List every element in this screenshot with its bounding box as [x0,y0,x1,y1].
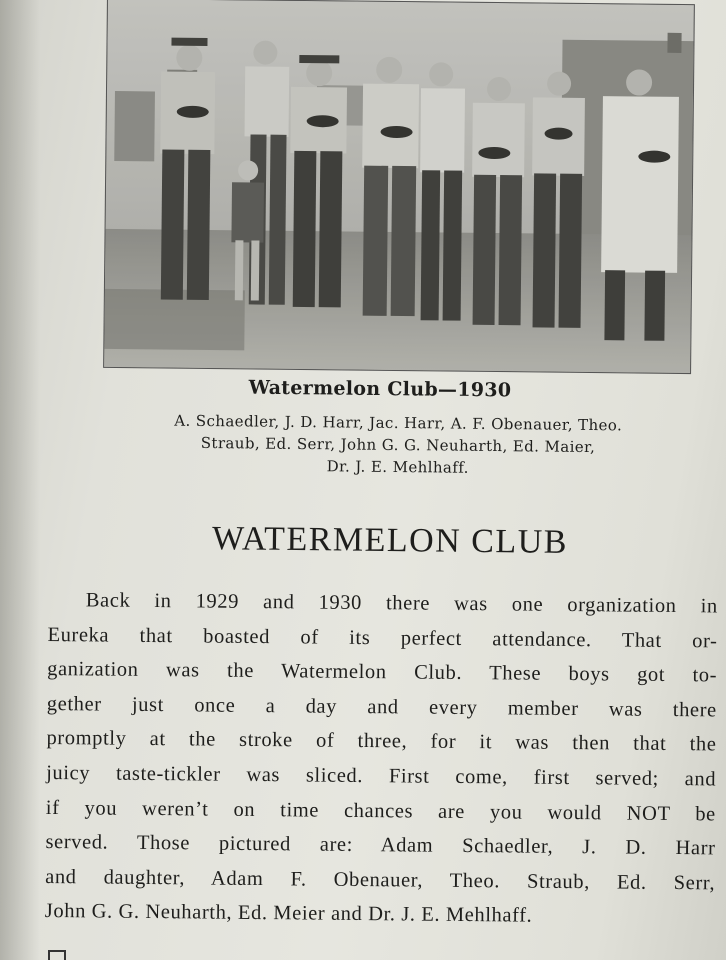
body-line: served. Those pictured are: Adam Schaedler, J. D. Harr [45,831,716,860]
photo-caption-title: Watermelon Club—1930 [248,376,512,402]
body-line: John G. G. Neuharth, Ed. Meier and Dr. J. E. Mehlhaff. [44,900,533,928]
body-line: promptly at the stroke of three, for it was then that the [46,727,717,756]
group-photo-icon [104,0,694,373]
article-body [45,583,718,935]
article-heading: WATERMELON CLUB [211,520,569,561]
body-line: gether just once a day and every member was there [46,692,717,722]
photo-caption-names [96,409,701,481]
caption-names-line: A. Schaedler, J. D. Harr, Jac. Harr, A. F. Obenauer, Theo. [174,411,623,435]
group-photo [104,0,694,373]
body-line: Eureka that boasted of its perfect attendance. That or- [47,623,718,653]
page-corner-mark [48,950,66,960]
body-line: if you weren’t on time chances are you would NOT be [45,796,716,825]
body-line: ganization was the Watermelon Club. These boys got to- [47,658,718,687]
body-line: and daughter, Adam F. Obenauer, Theo. Straub, Ed. Serr, [45,865,716,895]
body-line: juicy taste-tickler was sliced. First come, first served; and [46,761,717,791]
binding-shadow [0,0,40,960]
caption-names-line: Dr. J. E. Mehlhaff. [326,457,469,477]
caption-names-line: Straub, Ed. Serr, John G. G. Neuharth, Ed. Maier, [200,433,596,457]
body-line: Back in 1929 and 1930 there was one organization in [85,589,718,618]
